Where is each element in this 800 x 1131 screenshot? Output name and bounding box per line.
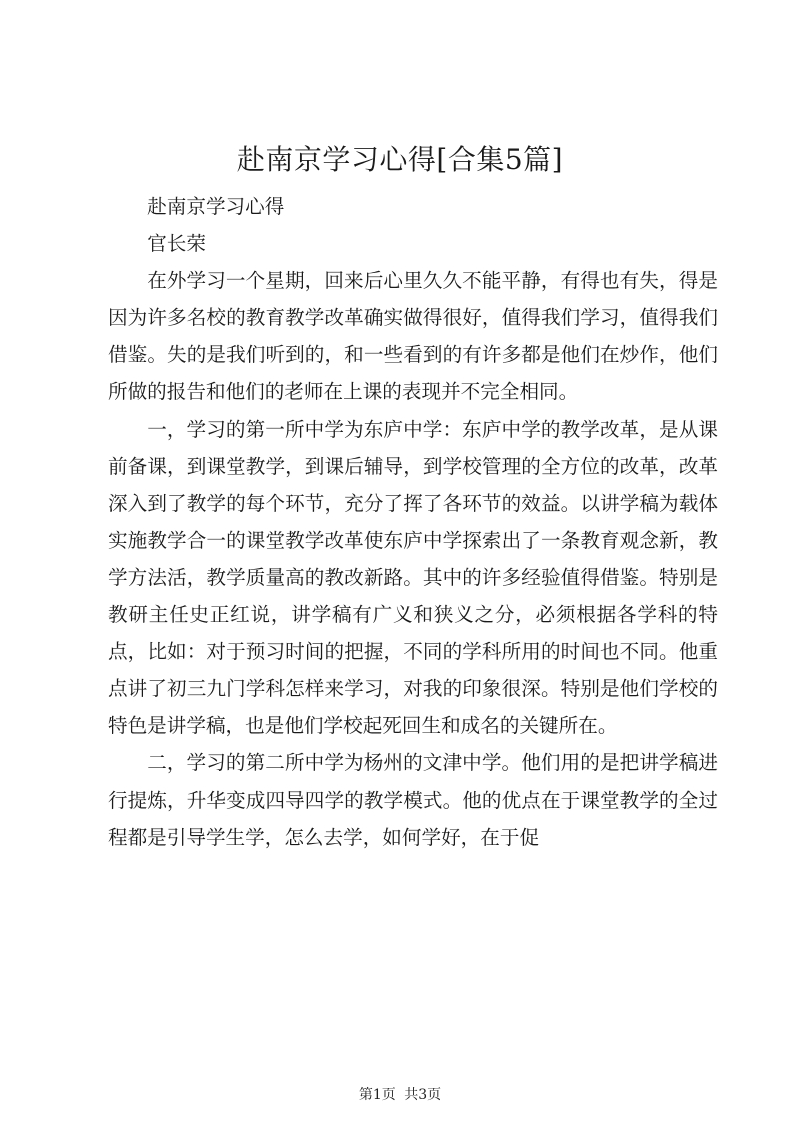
paragraph-subtitle: 赴南京学习心得 (147, 195, 285, 218)
document-title: 赴南京学习心得[合集5篇] (236, 143, 564, 176)
paragraph-intro: 在外学习一个星期，回来后心里久久不能平静，有得也有失，得是因为许多名校的教育教学改革确实做得很好，值得我们学习，值得我们借鉴。失的是我们听到的，和一些看到的有许多都是他们在炒作，他们所做的报告和他们的老师在上课的表现并不完全相同。 (108, 269, 718, 404)
page-number: 第1页 (358, 1087, 396, 1103)
document-body (108, 188, 718, 856)
page-footer (0, 1086, 800, 1104)
page-total: 共3页 (404, 1087, 442, 1103)
paragraph-author: 官长荣 (147, 232, 206, 256)
paragraph-section-2: 二，学习的第二所中学为杨州的文津中学。他们用的是把讲学稿进行提炼，升华变成四导四学的教学模式。他的优点在于课堂教学的全过程都是引导学生学，怎么去学，如何学好，在于促 (108, 751, 718, 849)
paragraph-section-1: 一，学习的第一所中学为东庐中学：东庐中学的教学改革，是从课前备课，到课堂教学，到课后辅导，到学校管理的全方位的改革，改革深入到了教学的每个环节，充分了挥了各环节的效益。以讲学稿为载体实施教学合一的课堂教学改革使东庐中学探索出了一条教育观念新，教学方法活，教学质量高的教改新路。其中的许多经验值得借鉴。特别是教研主任史正红说，讲学稿有广义和狭义之分，必须根据各学科的特点，比如：对于预习时间的把握，不同的学科所用的时间也不同。他重点讲了初三九门学科怎样来学习，对我的印象很深。特别是他们学校的特色是讲学稿，也是他们学校起死回生和成名的关键所在。 (108, 417, 718, 738)
